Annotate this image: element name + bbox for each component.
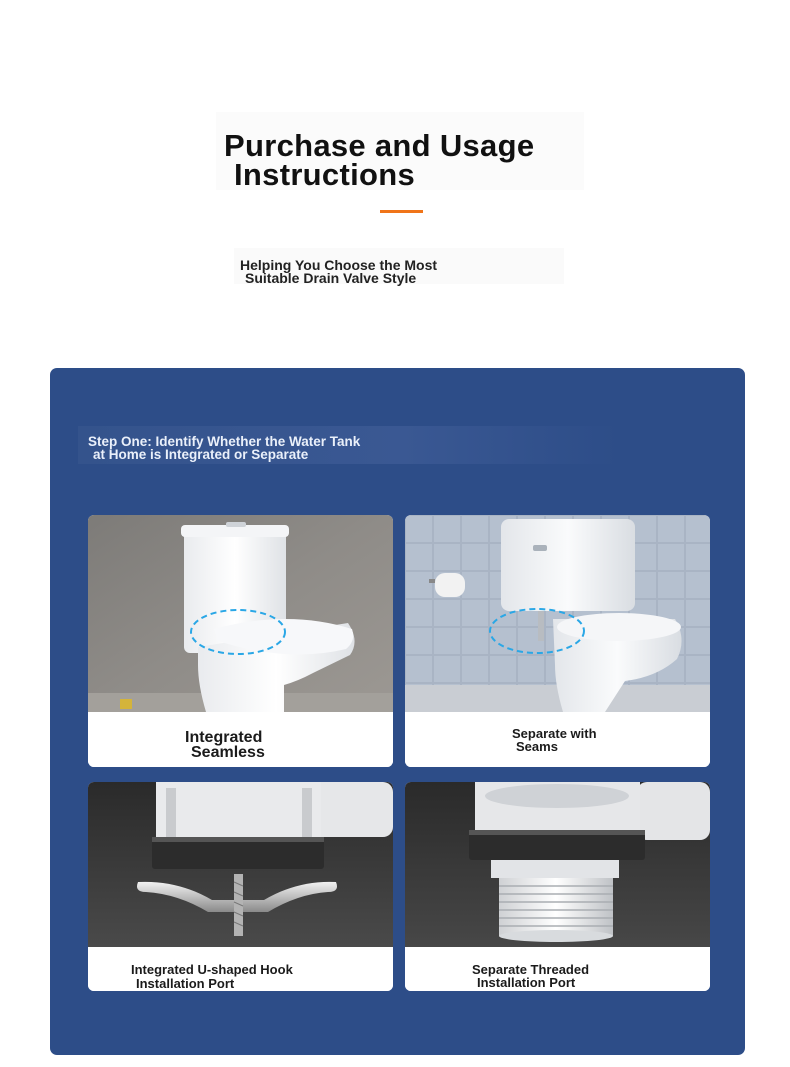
step-one-heading xyxy=(78,426,618,464)
card-label-line-1: Separate Threaded xyxy=(472,962,590,977)
card-u-hook-port[interactable] xyxy=(88,782,393,991)
card-separate-seams[interactable] xyxy=(405,515,710,767)
threaded-valve-photo xyxy=(405,782,710,947)
page-title xyxy=(216,112,584,190)
card-integrated-seamless[interactable] xyxy=(88,515,393,767)
card-label-line-2: Installation Port xyxy=(477,975,576,990)
subtitle-line-1: Helping You Choose the Most xyxy=(240,257,438,273)
step-line-1: Step One: Identify Whether the Water Tank xyxy=(88,434,361,449)
instructions-panel xyxy=(50,368,745,1055)
card-label-line-1: Separate with xyxy=(512,726,597,741)
separate-toilet-photo xyxy=(405,515,710,712)
card-label-line-2: Installation Port xyxy=(136,976,235,991)
subtitle-line-2: Suitable Drain Valve Style xyxy=(245,270,417,286)
card-label xyxy=(88,947,393,991)
title-line-2: Instructions xyxy=(234,157,416,192)
card-label xyxy=(405,712,710,767)
integrated-toilet-photo xyxy=(88,515,393,712)
title-accent-divider xyxy=(380,210,423,213)
card-label xyxy=(405,947,710,991)
card-label xyxy=(88,712,393,767)
step-line-2: at Home is Integrated or Separate xyxy=(93,447,309,462)
page-subtitle xyxy=(234,248,564,284)
card-label-line-2: Seams xyxy=(516,739,558,754)
card-threaded-port[interactable] xyxy=(405,782,710,991)
card-label-line-2: Seamless xyxy=(191,744,265,761)
card-label-line-1: Integrated xyxy=(185,729,263,746)
title-line-1: Purchase and Usage xyxy=(224,128,535,163)
card-label-line-1: Integrated U-shaped Hook xyxy=(131,962,293,977)
u-hook-valve-photo xyxy=(88,782,393,947)
